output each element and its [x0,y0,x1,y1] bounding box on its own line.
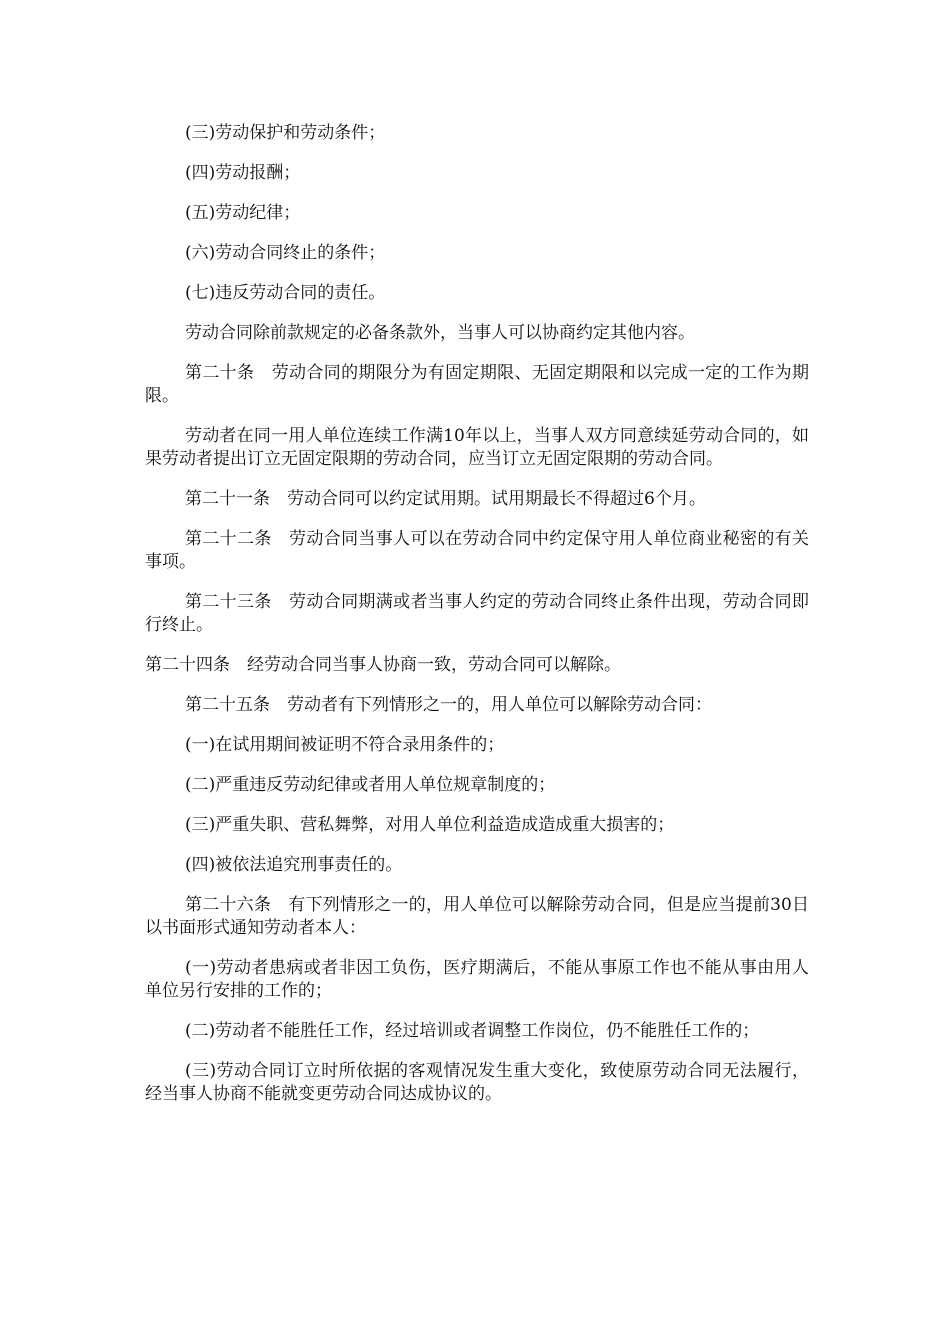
paragraph-item-7: (七)违反劳动合同的责任。 [185,283,386,303]
article-26-item-2: (二)劳动者不能胜任工作，经过培训或者调整工作岗位，仍不能胜任工作的； [185,1021,760,1041]
article-26-item-1: (一)劳动者患病或者非因工负伤，医疗期满后，不能从事原工作也不能从事由用人单位另行安排的工作的； [145,958,809,1001]
article-25: 第二十五条 劳动者有下列情形之一的，用人单位可以解除劳动合同： [185,695,712,715]
article-25-item-2: (二)严重违反劳动纪律或者用人单位规章制度的； [185,775,556,795]
article-25-item-4: (四)被依法追究刑事责任的。 [185,855,403,875]
paragraph-item-5: (五)劳动纪律； [185,203,301,223]
article-23: 第二十三条 劳动合同期满或者当事人约定的劳动合同终止条件出现，劳动合同即行终止。 [145,592,809,635]
article-22: 第二十二条 劳动合同当事人可以在劳动合同中约定保守用人单位商业秘密的有关事项。 [145,529,809,572]
paragraph-other-content: 劳动合同除前款规定的必备条款外，当事人可以协商约定其他内容。 [185,323,695,343]
article-26: 第二十六条 有下列情形之一的，用人单位可以解除劳动合同，但是应当提前30日以书面形式通知劳动者本人： [145,895,809,938]
document-page [145,122,809,1123]
article-26-item-3: (三)劳动合同订立时所依据的客观情况发生重大变化，致使原劳动合同无法履行，经当事人协商不能就变更劳动合同达成协议的。 [145,1061,809,1104]
article-25-item-1: (一)在试用期间被证明不符合录用条件的； [185,735,505,755]
article-20: 第二十条 劳动合同的期限分为有固定期限、无固定期限和以完成一定的工作为期限。 [145,363,809,406]
article-24: 第二十四条 经劳动合同当事人协商一致，劳动合同可以解除。 [145,655,621,675]
paragraph-item-4: (四)劳动报酬； [185,163,301,183]
paragraph-item-6: (六)劳动合同终止的条件； [185,243,386,263]
paragraph-item-3: (三)劳动保护和劳动条件； [185,123,386,143]
article-21: 第二十一条 劳动合同可以约定试用期。试用期最长不得超过6个月。 [185,489,706,509]
article-20-clause: 劳动者在同一用人单位连续工作满10年以上，当事人双方同意续延劳动合同的，如果劳动者提出订立无固定限期的劳动合同，应当订立无固定限期的劳动合同。 [145,426,809,469]
article-25-item-3: (三)严重失职、营私舞弊，对用人单位利益造成造成重大损害的； [185,815,675,835]
